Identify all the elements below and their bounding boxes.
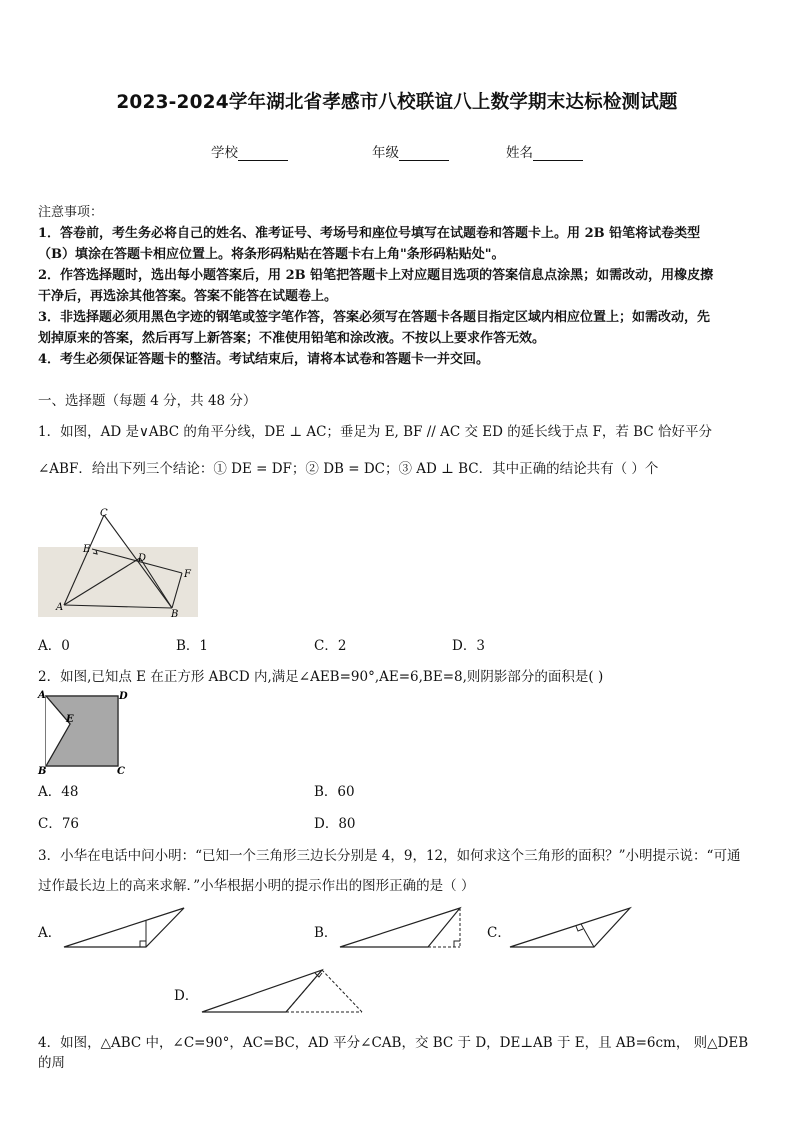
grade-blank (399, 146, 449, 161)
q1-line1: 1．如图，AD 是∨ABC 的角平分线，DE ⊥ AC；垂足为 E, BF // AC 交 ED 的延长线于点 F，若 BC 恰好平分 (38, 424, 712, 440)
triangle (64, 908, 184, 947)
q3-option-a: A． (38, 925, 62, 941)
q3-figure-b (336, 904, 468, 950)
label-A: A (56, 602, 64, 613)
q3-figure-d (198, 965, 366, 1015)
label-E: E (66, 714, 74, 725)
triangle (340, 908, 460, 947)
label-A: A (38, 690, 46, 701)
school-blank (238, 146, 288, 161)
label-C: C (100, 508, 108, 519)
label-B: B (38, 766, 47, 776)
q4-line1: 4．如图，△ABC 中，∠C=90°，AC=BC，AD 平分∠CAB，交 BC 于 D，DE⊥AB 于 E，且 AB=6cm， 则△DEB 的周 (38, 1035, 749, 1071)
q1-line2: ∠ABF．给出下列三个结论：① DE = DF；② DB = DC；③ AD ⊥ BC．其中正确的结论共有（ ）个 (38, 461, 659, 477)
school-field (211, 141, 288, 161)
exam-title: 2023-2024学年湖北省孝感市八校联谊八上数学期末达标检测试题 (116, 92, 678, 113)
q3-figure-a (60, 904, 188, 950)
q3-line2: 过作最长边上的高来求解．”小华根据小明的提示作出的图形正确的是（ ） (38, 878, 475, 894)
label-C: C (117, 766, 125, 776)
q3-option-c: C． (487, 925, 511, 941)
name-blank (533, 146, 583, 161)
notice-line: 3．非选择题必须用黑色字迹的钢笔或签字笔作答，答案必须写在答题卡各题目指定区域内相应位置上；如需改动，先 (38, 310, 711, 325)
notice-line: 干净后，再选涂其他答案。答案不能答在试题卷上。 (38, 289, 338, 304)
notice-line: 4．考生必须保证答题卡的整洁。考试结束后，请将本试卷和答题卡一并交回。 (38, 352, 490, 367)
section-heading: 一、选择题（每题 4 分，共 48 分） (38, 393, 257, 409)
dashed-side (322, 970, 362, 1012)
label-D: D (119, 691, 128, 702)
q3-option-d: D． (174, 988, 199, 1004)
q1-option-b: B．1 (176, 638, 209, 654)
triangle (510, 908, 630, 947)
grade-label: 年级 (372, 145, 399, 161)
school-label: 学校 (211, 145, 238, 161)
right-angle-mark (454, 941, 460, 947)
label-B: B (171, 609, 179, 617)
q2-option-a: A．48 (38, 784, 79, 800)
q1-option-c: C．2 (314, 638, 347, 654)
q2-option-d: D．80 (314, 816, 356, 832)
q3-figure-c (506, 904, 634, 950)
q2-text: 2．如图,已知点 E 在正方形 ABCD 内,满足∠AEB=90°,AE=6,BE=8,则阴影部分的面积是( ) (38, 669, 604, 685)
label-E: E (83, 544, 91, 555)
notice-line: 划掉原来的答案，然后再写上新答案；不准使用铅笔和涂改液。不按以上要求作答无效。 (38, 331, 546, 346)
q3-option-b: B． (314, 925, 338, 941)
q2-option-c: C．76 (38, 816, 80, 832)
q1-figure (38, 507, 198, 617)
q1-option-a: A．0 (38, 638, 70, 654)
right-angle-mark (140, 941, 146, 947)
name-field (506, 141, 583, 161)
q3-line1: 3．小华在电话中问小明：“已知一个三角形三边长分别是 4，9，12，如何求这个三角形的面积？”小明提示说：“可通 (38, 848, 741, 864)
label-D: D (138, 553, 147, 564)
height-line (581, 924, 594, 947)
q1-option-d: D．3 (452, 638, 485, 654)
label-F: F (184, 569, 191, 580)
q2-figure (36, 688, 130, 776)
notice-heading: 注意事项： (38, 205, 104, 220)
q2-option-b: B．60 (314, 784, 355, 800)
grade-field (372, 141, 449, 161)
notice-block (38, 202, 760, 370)
notice-line: 1．答卷前，考生务必将自己的姓名、准考证号、考场号和座位号填写在试题卷和答题卡上。用 2B 铅笔将试卷类型 (38, 226, 701, 241)
name-label: 姓名 (506, 145, 533, 161)
notice-line: 2．作答选择题时，选出每小题答案后，用 2B 铅笔把答题卡上对应题目选项的答案信息点涂黑；如需改动，用橡皮擦 (38, 268, 714, 283)
notice-line: （B）填涂在答题卡相应位置上。将条形码粘贴在答题卡右上角"条形码粘贴处"。 (38, 247, 505, 262)
right-angle-mark (576, 926, 583, 931)
